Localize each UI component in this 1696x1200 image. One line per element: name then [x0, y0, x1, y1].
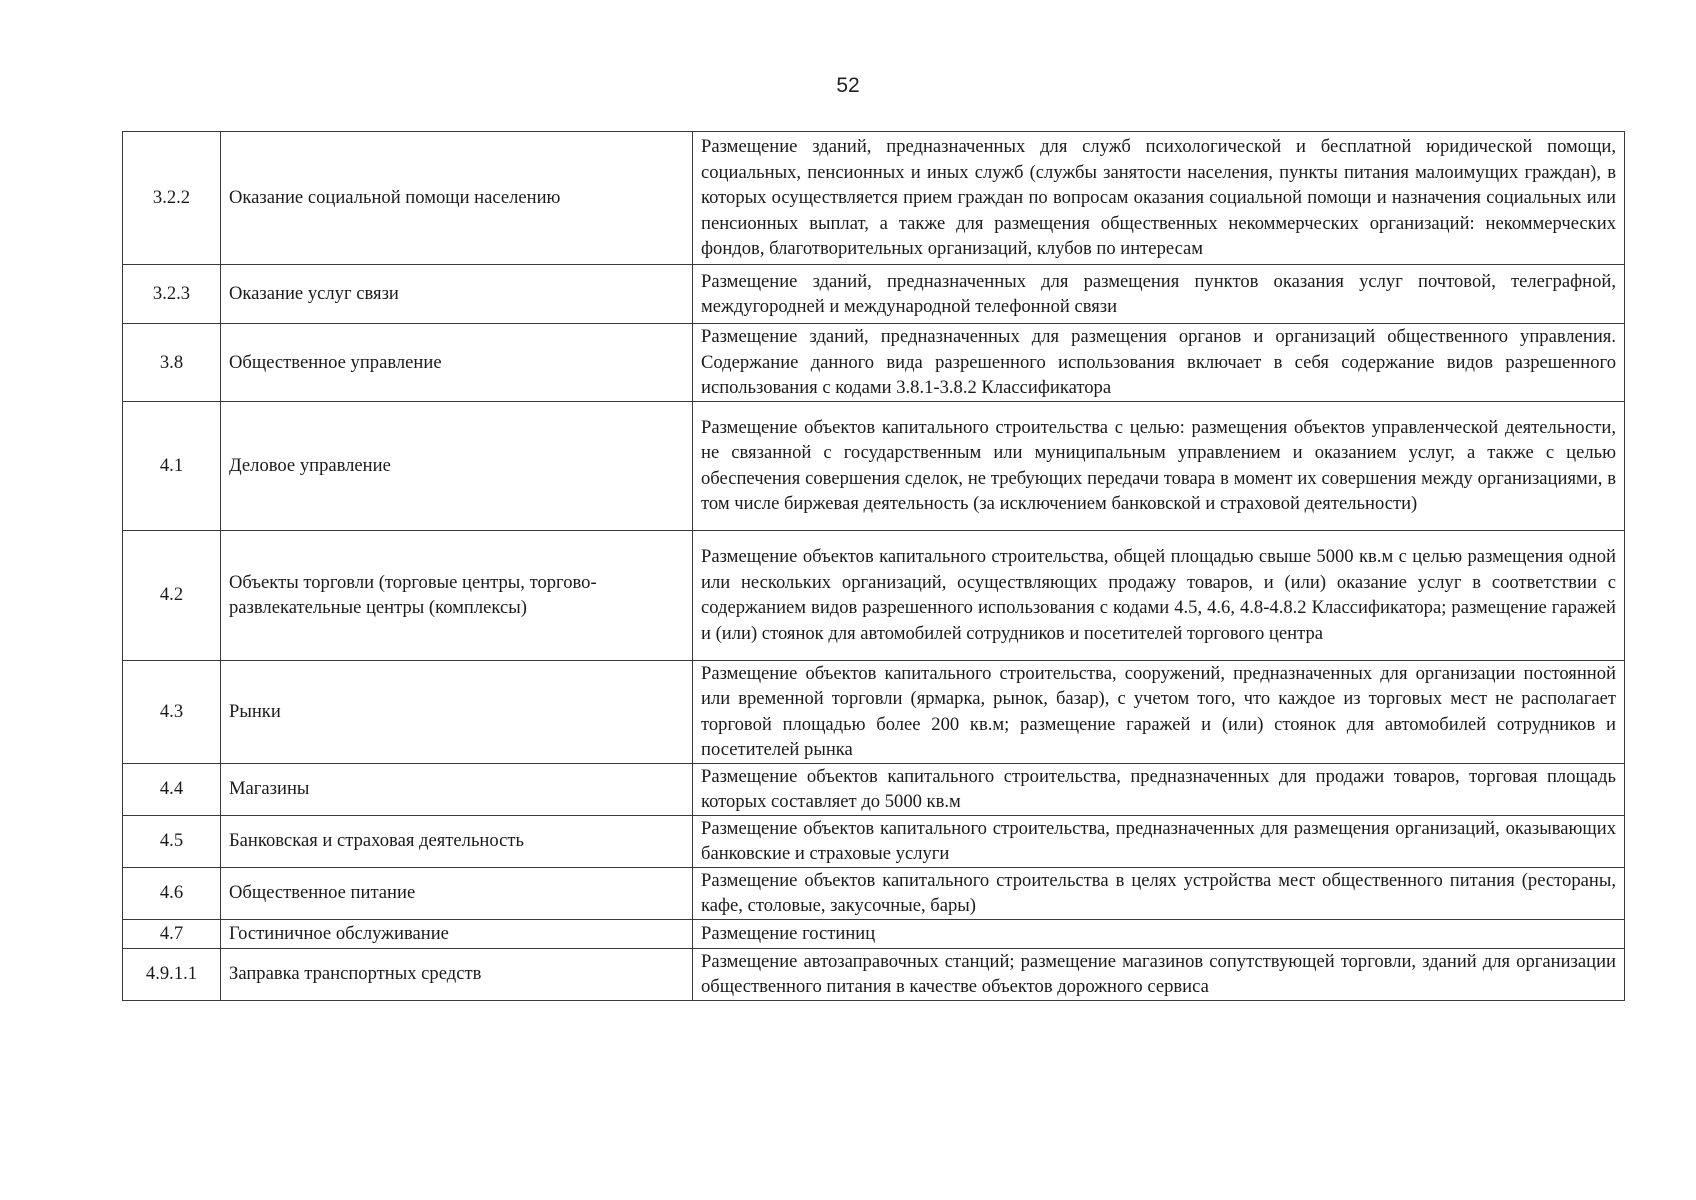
table-row — [123, 401, 1625, 530]
row-code: 4.4 — [123, 763, 221, 815]
row-description: Размещение объектов капитального строительства, предназначенных для продажи товаров, торговая площадь которых составляет до 5000 кв.м — [693, 763, 1625, 815]
row-name: Общественное питание — [221, 867, 693, 919]
table-row — [123, 815, 1625, 867]
row-description: Размещение зданий, предназначенных для служб психологической и бесплатной юридической помощи, социальных, пенсионных и иных служб (службы занятости населения, пункты питания малоимущих граждан), в которых осуществляется прием граждан по вопросам оказания социальной помощи и назначения социальных или пенсионных выплат, а также для размещения общественных некоммерческих организаций: некоммерческих фондов, благотворительных организаций, клубов по интересам — [693, 132, 1625, 265]
table-row — [123, 324, 1625, 402]
row-code: 4.6 — [123, 867, 221, 919]
table-row — [123, 919, 1625, 948]
row-name: Объекты торговли (торговые центры, торгово-развлекательные центры (комплексы) — [221, 530, 693, 660]
row-name: Общественное управление — [221, 324, 693, 402]
row-code: 3.8 — [123, 324, 221, 402]
row-name: Магазины — [221, 763, 693, 815]
table-row — [123, 265, 1625, 324]
row-name: Гостиничное обслуживание — [221, 919, 693, 948]
table-row — [123, 948, 1625, 1000]
row-name: Банковская и страховая деятельность — [221, 815, 693, 867]
row-description: Размещение объектов капитального строительства, сооружений, предназначенных для организации постоянной или временной торговли (ярмарка, рынок, базар), с учетом того, что каждое из торговых мест не располагает торговой площадью более 200 кв.м; размещение гаражей и (или) стоянок для автомобилей сотрудников и посетителей рынка — [693, 660, 1625, 763]
row-description: Размещение зданий, предназначенных для размещения органов и организаций общественного управления. Содержание данного вида разрешенного использования включает в себя содержание видов разрешенного использования с кодами 3.8.1-3.8.2 Классификатора — [693, 324, 1625, 402]
row-name: Деловое управление — [221, 401, 693, 530]
row-description: Размещение объектов капитального строительства в целях устройства мест общественного питания (рестораны, кафе, столовые, закусочные, бары) — [693, 867, 1625, 919]
land-use-table — [122, 131, 1625, 1001]
row-description: Размещение объектов капитального строительства с целью: размещения объектов управленческой деятельности, не связанной с государственным или муниципальным управлением и оказанием услуг, а также с целью обеспечения совершения сделок, не требующих передачи товара в момент их совершения между организациями, в том числе биржевая деятельность (за исключением банковской и страховой деятельности) — [693, 401, 1625, 530]
row-name: Оказание услуг связи — [221, 265, 693, 324]
row-code: 4.2 — [123, 530, 221, 660]
row-description: Размещение объектов капитального строительства, предназначенных для размещения организаций, оказывающих банковские и страховые услуги — [693, 815, 1625, 867]
row-description: Размещение объектов капитального строительства, общей площадью свыше 5000 кв.м с целью размещения одной или нескольких организаций, осуществляющих продажу товаров, и (или) оказание услуг в соответствии с содержанием видов разрешенного использования с кодами 4.5, 4.6, 4.8-4.8.2 Классификатора; размещение гаражей и (или) стоянок для автомобилей сотрудников и посетителей торгового центра — [693, 530, 1625, 660]
row-description: Размещение автозаправочных станций; размещение магазинов сопутствующей торговли, зданий для организации общественного питания в качестве объектов дорожного сервиса — [693, 948, 1625, 1000]
row-code: 4.7 — [123, 919, 221, 948]
table-row — [123, 660, 1625, 763]
table-row — [123, 763, 1625, 815]
table-row — [123, 132, 1625, 265]
table-row — [123, 867, 1625, 919]
row-description: Размещение гостиниц — [693, 919, 1625, 948]
page-number: 52 — [836, 74, 860, 97]
row-description: Размещение зданий, предназначенных для размещения пунктов оказания услуг почтовой, телеграфной, междугородней и международной телефонной связи — [693, 265, 1625, 324]
row-code: 4.5 — [123, 815, 221, 867]
row-code: 4.3 — [123, 660, 221, 763]
row-code: 3.2.2 — [123, 132, 221, 265]
table-row — [123, 530, 1625, 660]
row-code: 3.2.3 — [123, 265, 221, 324]
row-name: Оказание социальной помощи населению — [221, 132, 693, 265]
row-name: Заправка транспортных средств — [221, 948, 693, 1000]
row-name: Рынки — [221, 660, 693, 763]
row-code: 4.9.1.1 — [123, 948, 221, 1000]
row-code: 4.1 — [123, 401, 221, 530]
